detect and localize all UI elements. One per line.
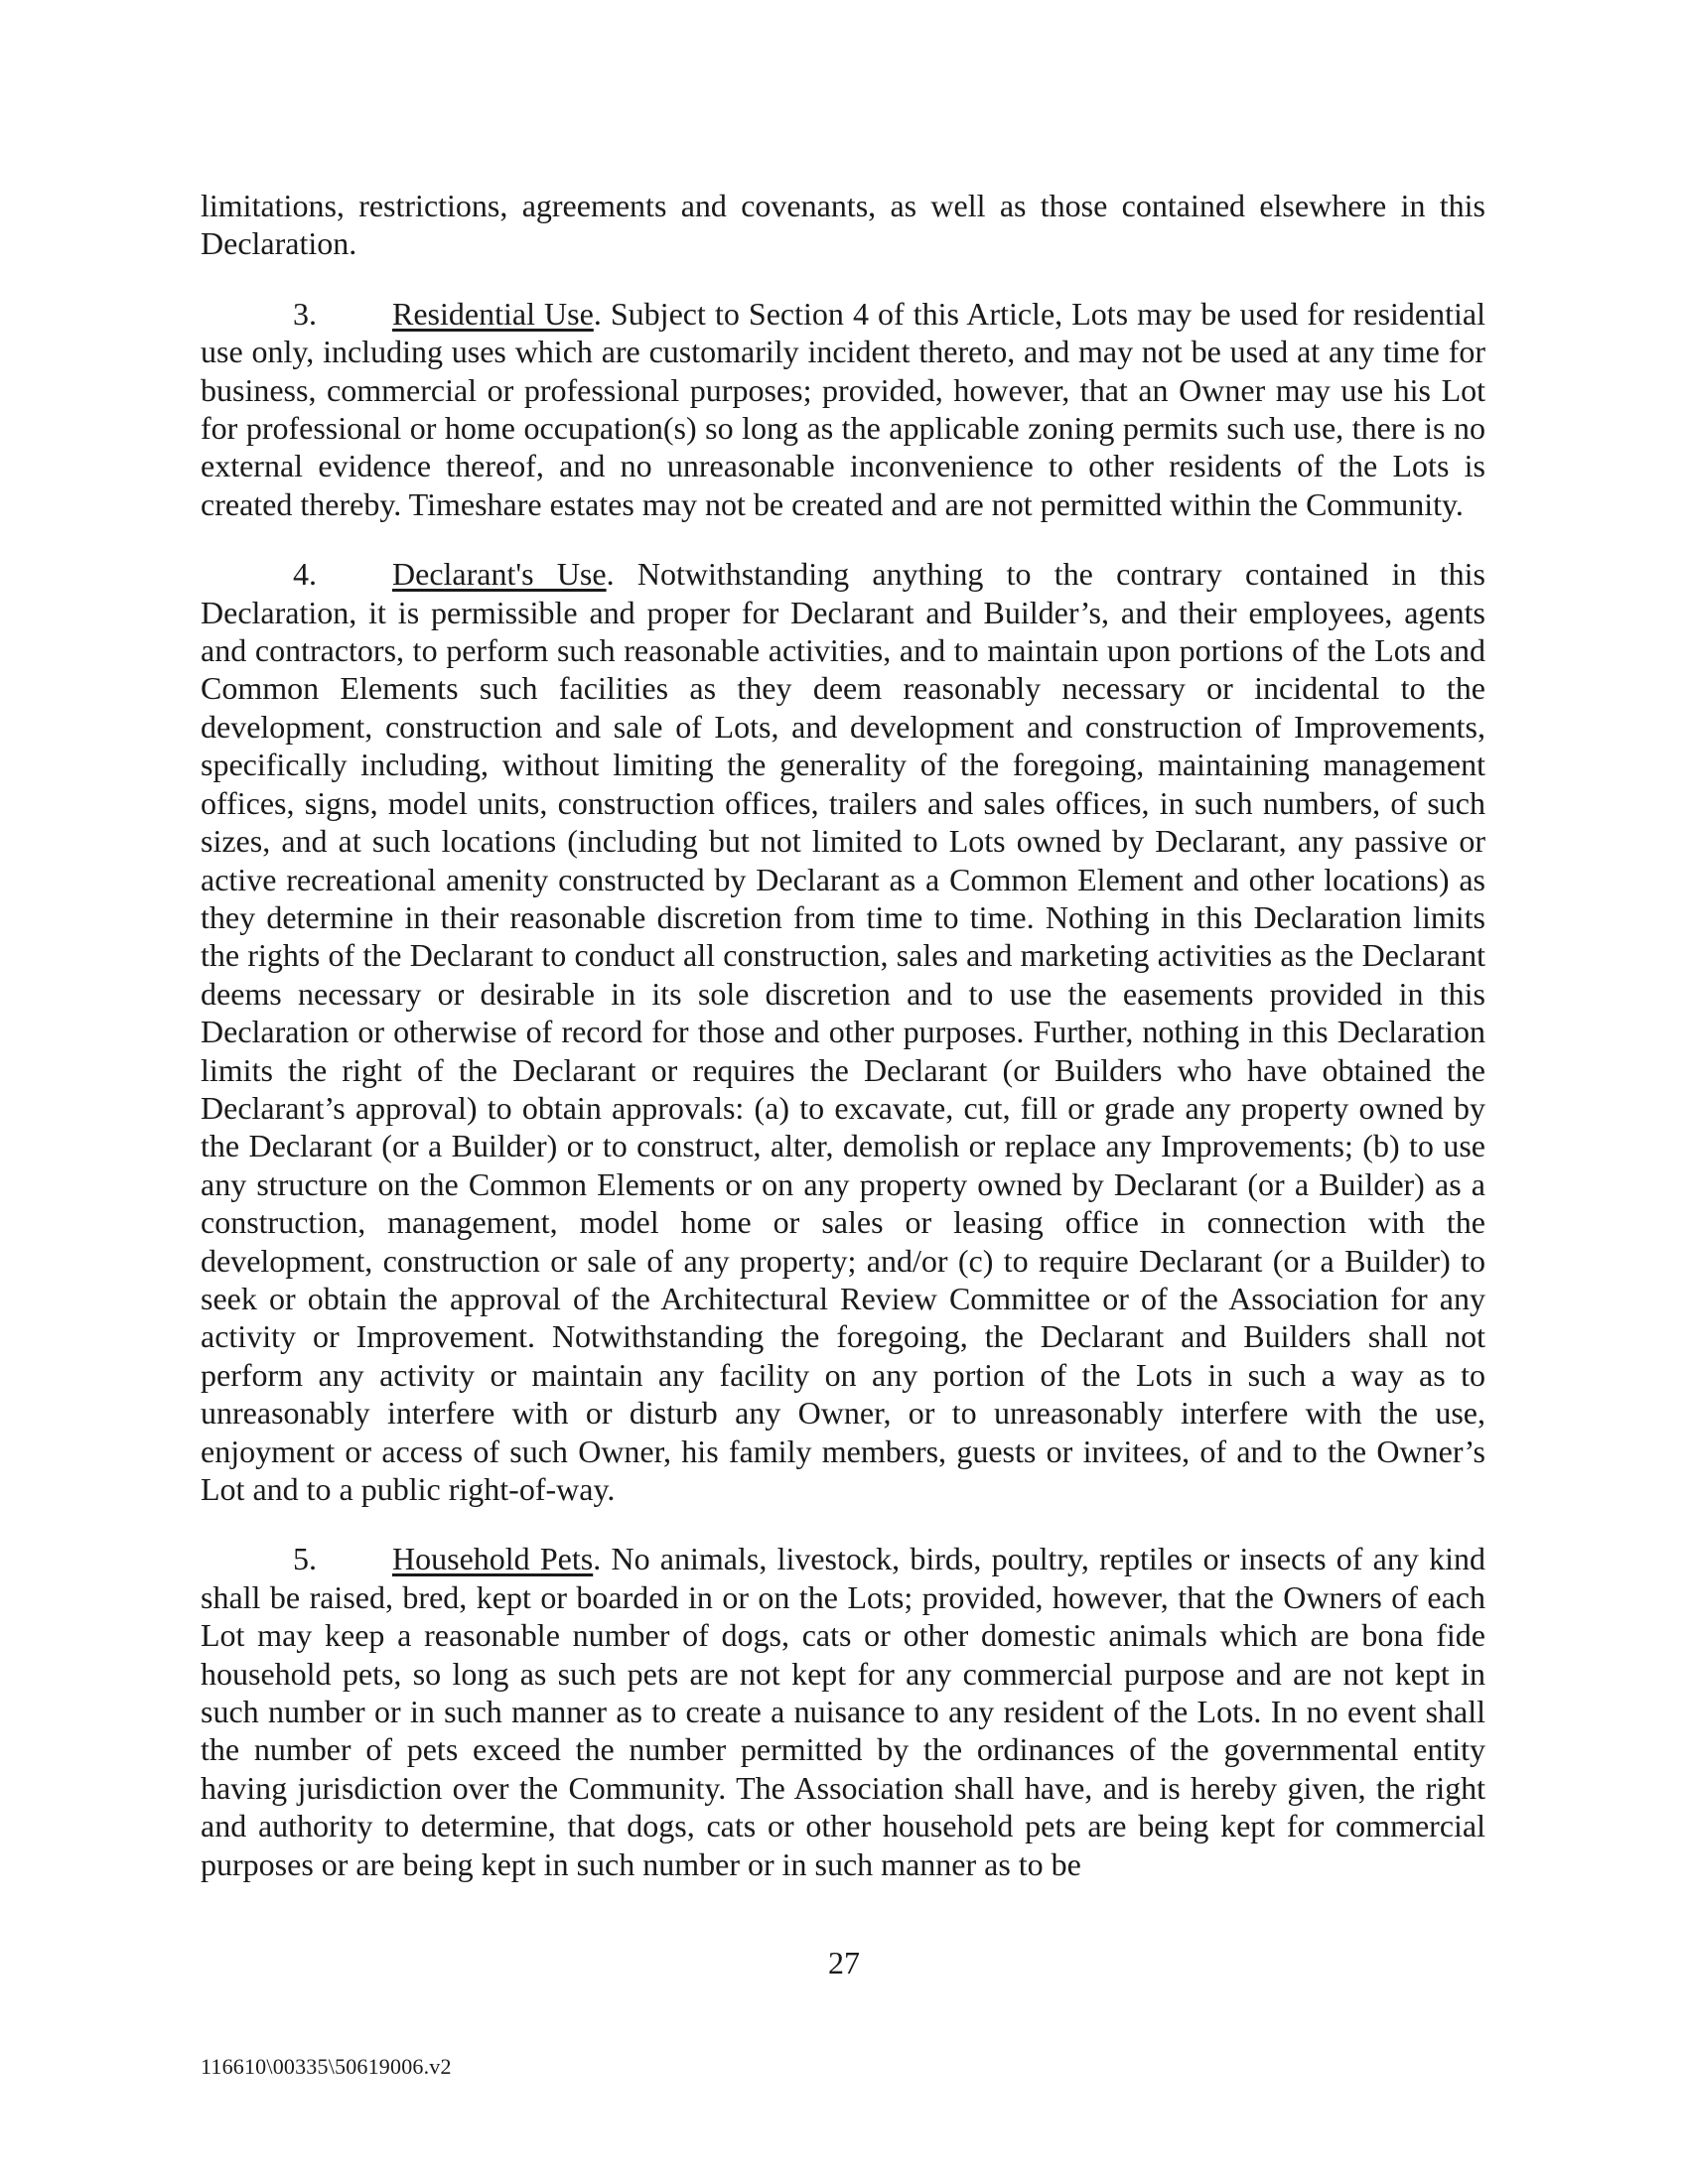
section-text: . Notwithstanding anything to the contrary contained in this Declaration, it is permissible and proper for Declarant and Builder’s, and their employees, agents and contractors, to perform such reasonable activities, and to maintain upon portions of the Lots and Common Elements such facilities as they deem reasonably necessary or incidental to the development, construction and sale of Lots, and development and construction of Improvements, specifically including, without limiting the generality of the foregoing, maintaining management offices, signs, model units, construction offices, trailers and sales offices, in such numbers, of such sizes, and at such locations (including but not limited to Lots owned by Declarant, any passive or active recreational amenity constructed by Declarant as a Common Element and other locations) as they determine in their reasonable discretion from time to time. Nothing in this Declaration limits the rights of the Declarant to conduct all construction, sales and marketing activities as the Declarant deems necessary or desirable in its sole discretion and to use the easements provided in this Declaration or otherwise of record for those and other purposes. Further, nothing in this Declaration limits the right of the Declarant or requires the Declarant (or Builders who have obtained the Declarant’s approval) to obtain approvals: (a) to excavate, cut, fill or grade any property owned by the Declarant (or a Builder) or to construct, alter, demolish or replace any Improvements; (b) to use any structure on the Common Elements or on any property owned by Declarant (or a Builder) as a construction, management, model home or sales or leasing office in connection with the development, construction or sale of any property; and/or (c) to require Declarant (or a Builder) to seek or obtain the approval of the Architectural Review Committee or of the Association for any activity or Improvement. Notwithstanding the foregoing, the Declarant and Builders shall not perform any activity or maintain any facility on any portion of the Lots in such a way as to unreasonably interfere with or disturb any Owner, or to unreasonably interfere with the use, enjoyment or access of such Owner, his family members, guests or invitees, of and to the Owner’s Lot and to a public right-of-way. [201, 556, 1486, 1507]
section-heading: Declarant's Use [392, 556, 607, 593]
section-heading: Residential Use [392, 295, 594, 332]
section-text: . Subject to Section 4 of this Article, Lots may be used for residential use only, including uses which are customarily incident thereto, and may not be used at any time for business, commercial or professional purposes; provided, however, that an Owner may use his Lot for professional or home occupation(s) so long as the applicable zoning permits such use, there is no external evidence thereof, and no unreasonable inconvenience to other residents of the Lots is created thereby. Timeshare estates may not be created and are not permitted within the Community. [201, 295, 1486, 522]
section-number: 3. [293, 295, 317, 332]
section-household-pets [201, 1540, 1485, 1883]
section-residential-use [201, 295, 1485, 523]
document-id-footer: 116610\00335\50619006.v2 [201, 2054, 452, 2079]
continued-paragraph: limitations, restrictions, agreements and covenants, as well as those contained elsewhere in this Declaration. [201, 188, 1485, 262]
section-number: 4. [293, 556, 317, 593]
document-body [201, 187, 1485, 1915]
page-number: 27 [828, 1945, 860, 1980]
section-number: 5. [293, 1541, 317, 1577]
section-text: . No animals, livestock, birds, poultry, reptiles or insects of any kind shall be raised, bred, kept or boarded in or on the Lots; provided, however, that the Owners of each Lot may keep a reasonable number of dogs, cats or other domestic animals which are bona fide household pets, so long as such pets are not kept for any commercial purpose and are not kept in such number or in such manner as to create a nuisance to any resident of the Lots. In no event shall the number of pets exceed the number permitted by the ordinances of the governmental entity having jurisdiction over the Community. The Association shall have, and is hereby given, the right and authority to determine, that dogs, cats or other household pets are being kept for commercial purposes or are being kept in such number or in such manner as to be [201, 1541, 1486, 1882]
section-declarants-use [201, 555, 1485, 1508]
section-heading: Household Pets [392, 1541, 594, 1577]
